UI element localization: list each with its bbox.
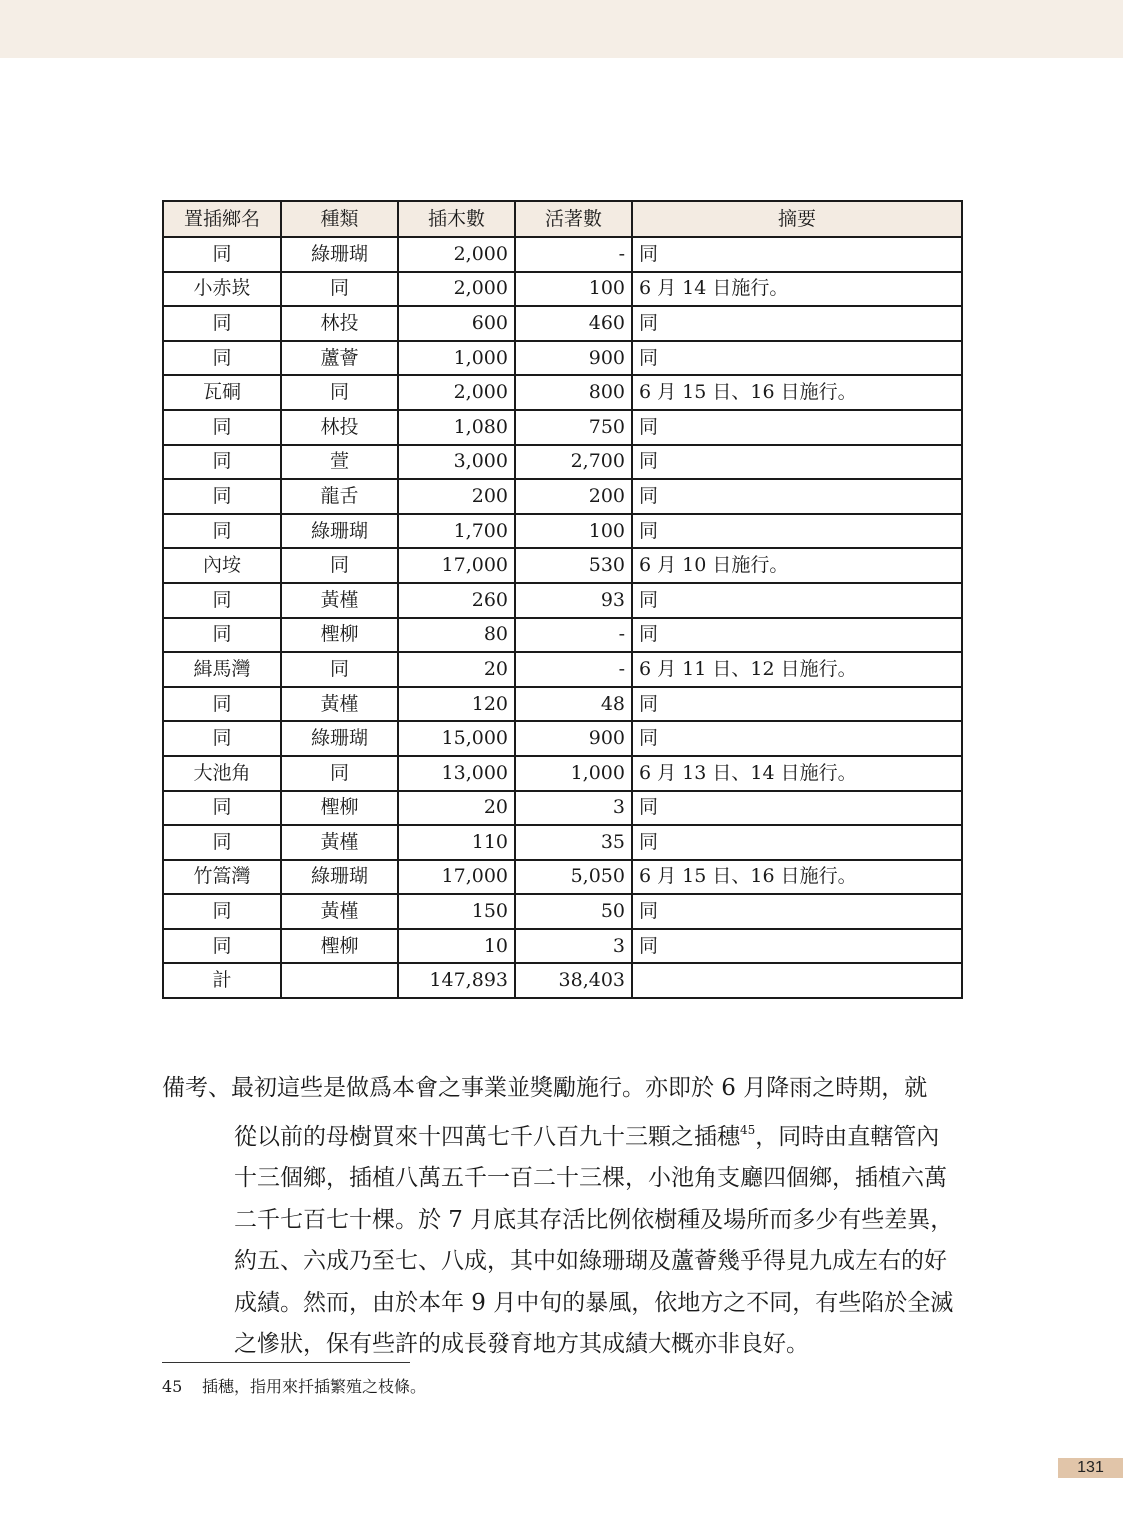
- cell-village: 同: [163, 687, 281, 722]
- cell-species: 林投: [281, 410, 398, 445]
- cell-village: 緝馬灣: [163, 652, 281, 687]
- cell-summary: 同: [632, 929, 962, 964]
- cell-village: 同: [163, 306, 281, 341]
- cell-village: 竹篙灣: [163, 860, 281, 895]
- cell-summary: 同: [632, 479, 962, 514]
- cell-cuttings: 600: [398, 306, 515, 341]
- cell-summary: 同: [632, 410, 962, 445]
- table-row: [163, 618, 962, 653]
- footnote-divider: [162, 1362, 410, 1363]
- cell-summary: 同: [632, 237, 962, 272]
- table-row: [163, 894, 962, 929]
- cell-village: 同: [163, 825, 281, 860]
- remark-line: 備考、最初這些是做爲本會之事業並獎勵施行。亦即於 6 月降雨之時期，就: [162, 1075, 928, 1101]
- cell-village: 同: [163, 721, 281, 756]
- table-row: [163, 963, 962, 998]
- cell-cuttings: 17,000: [398, 860, 515, 895]
- cell-summary: 同: [632, 825, 962, 860]
- cell-summary: 同: [632, 894, 962, 929]
- remark-line: 十三個鄉，插植八萬五千一百二十三棵，小池角支廳四個鄉，插植六萬: [234, 1165, 947, 1191]
- header-species: 種類: [281, 201, 398, 237]
- cell-village: 同: [163, 894, 281, 929]
- cell-village: 同: [163, 410, 281, 445]
- cell-village: 同: [163, 583, 281, 618]
- cell-cuttings: 150: [398, 894, 515, 929]
- remark-paragraph: [162, 1068, 962, 1366]
- cell-survived: 50: [515, 894, 632, 929]
- cell-survived: 3: [515, 791, 632, 826]
- table-row: [163, 479, 962, 514]
- cell-village: 小赤崁: [163, 272, 281, 307]
- cell-cuttings: 2,000: [398, 375, 515, 410]
- table-row: [163, 445, 962, 480]
- table-body: [163, 237, 962, 998]
- cell-survived: 5,050: [515, 860, 632, 895]
- cell-survived: 48: [515, 687, 632, 722]
- cell-species: 檉柳: [281, 929, 398, 964]
- remark-line: [162, 1110, 962, 1159]
- cell-summary: 同: [632, 583, 962, 618]
- cell-species: 黃槿: [281, 894, 398, 929]
- cell-cuttings: 200: [398, 479, 515, 514]
- table-row: [163, 825, 962, 860]
- table-row: [163, 791, 962, 826]
- remark-line: 成績。然而，由於本年 9 月中旬的暴風，依地方之不同，有些陷於全滅: [234, 1289, 954, 1316]
- cell-summary: 6 月 15 日、16 日施行。: [632, 375, 962, 410]
- remark-text: ，同時由直轄管內: [755, 1123, 940, 1150]
- cell-survived: 750: [515, 410, 632, 445]
- planting-table: [162, 200, 963, 999]
- top-header-band: [0, 0, 1123, 58]
- cell-cuttings: 20: [398, 652, 515, 687]
- remark-line: 約五、六成乃至七、八成，其中如綠珊瑚及蘆薈幾乎得見九成左右的好: [234, 1248, 947, 1274]
- cell-species: 同: [281, 375, 398, 410]
- table-row: [163, 756, 962, 791]
- cell-summary: 6 月 13 日、14 日施行。: [632, 756, 962, 791]
- cell-cuttings: 110: [398, 825, 515, 860]
- cell-survived: 38,403: [515, 963, 632, 998]
- cell-species: 綠珊瑚: [281, 721, 398, 756]
- cell-species: [281, 963, 398, 998]
- cell-species: 同: [281, 756, 398, 791]
- cell-species: 檉柳: [281, 791, 398, 826]
- table-row: [163, 375, 962, 410]
- cell-survived: 35: [515, 825, 632, 860]
- cell-survived: 93: [515, 583, 632, 618]
- cell-cuttings: 1,700: [398, 514, 515, 549]
- header-cuttings: 插木數: [398, 201, 515, 237]
- cell-survived: -: [515, 652, 632, 687]
- cell-summary: 同: [632, 341, 962, 376]
- cell-survived: 2,700: [515, 445, 632, 480]
- footnote: [162, 1374, 426, 1397]
- cell-species: 黃槿: [281, 583, 398, 618]
- cell-species: 綠珊瑚: [281, 237, 398, 272]
- cell-village: 瓦硐: [163, 375, 281, 410]
- cell-summary: 6 月 15 日、16 日施行。: [632, 860, 962, 895]
- cell-cuttings: 2,000: [398, 237, 515, 272]
- table-row: [163, 583, 962, 618]
- cell-species: 同: [281, 548, 398, 583]
- cell-village: 同: [163, 341, 281, 376]
- table-row: [163, 272, 962, 307]
- cell-species: 綠珊瑚: [281, 514, 398, 549]
- cell-species: 林投: [281, 306, 398, 341]
- cell-village: 同: [163, 479, 281, 514]
- table-row: [163, 548, 962, 583]
- cell-village: 同: [163, 791, 281, 826]
- cell-cuttings: 20: [398, 791, 515, 826]
- cell-survived: 530: [515, 548, 632, 583]
- cell-summary: 同: [632, 791, 962, 826]
- cell-survived: 100: [515, 272, 632, 307]
- cell-species: 同: [281, 272, 398, 307]
- header-survived: 活著數: [515, 201, 632, 237]
- cell-village: 內垵: [163, 548, 281, 583]
- remark-line: 二千七百七十棵。於 7 月底其存活比例依樹種及場所而多少有些差異，: [234, 1206, 954, 1233]
- cell-cuttings: 147,893: [398, 963, 515, 998]
- remark-text: 從以前的母樹買來十四萬七千八百九十三顆之插穗: [234, 1123, 740, 1150]
- cell-survived: -: [515, 618, 632, 653]
- table-row: [163, 514, 962, 549]
- cell-survived: 100: [515, 514, 632, 549]
- cell-survived: -: [515, 237, 632, 272]
- cell-summary: 6 月 14 日施行。: [632, 272, 962, 307]
- table-row: [163, 652, 962, 687]
- cell-species: 黃槿: [281, 825, 398, 860]
- cell-village: 同: [163, 929, 281, 964]
- table-row: [163, 929, 962, 964]
- table-row: [163, 721, 962, 756]
- cell-survived: 200: [515, 479, 632, 514]
- cell-cuttings: 260: [398, 583, 515, 618]
- cell-cuttings: 13,000: [398, 756, 515, 791]
- cell-village: 同: [163, 514, 281, 549]
- cell-summary: 同: [632, 445, 962, 480]
- header-village: 置插鄉名: [163, 201, 281, 237]
- cell-species: 龍舌: [281, 479, 398, 514]
- table-row: [163, 687, 962, 722]
- cell-summary: 6 月 10 日施行。: [632, 548, 962, 583]
- footnote-text: 插穗，指用來扦插繁殖之枝條。: [202, 1377, 427, 1396]
- table-row: [163, 860, 962, 895]
- cell-species: 同: [281, 652, 398, 687]
- cell-summary: 同: [632, 618, 962, 653]
- cell-village: 同: [163, 445, 281, 480]
- cell-species: 黃槿: [281, 687, 398, 722]
- remark-line: 之慘狀，保有些許的成長發育地方其成績大概亦非良好。: [234, 1331, 809, 1357]
- cell-village: 計: [163, 963, 281, 998]
- cell-species: 萱: [281, 445, 398, 480]
- cell-village: 同: [163, 618, 281, 653]
- page-number: 131: [1058, 1458, 1123, 1478]
- cell-species: 檉柳: [281, 618, 398, 653]
- cell-summary: 同: [632, 306, 962, 341]
- cell-cuttings: 2,000: [398, 272, 515, 307]
- cell-survived: 3: [515, 929, 632, 964]
- cell-cuttings: 15,000: [398, 721, 515, 756]
- cell-cuttings: 80: [398, 618, 515, 653]
- table-row: [163, 306, 962, 341]
- footnote-number: 45: [162, 1377, 183, 1396]
- table-row: [163, 237, 962, 272]
- cell-survived: 800: [515, 375, 632, 410]
- cell-survived: 900: [515, 721, 632, 756]
- table-row: [163, 341, 962, 376]
- cell-cuttings: 1,000: [398, 341, 515, 376]
- cell-cuttings: 10: [398, 929, 515, 964]
- cell-cuttings: 3,000: [398, 445, 515, 480]
- cell-summary: 同: [632, 687, 962, 722]
- cell-cuttings: 1,080: [398, 410, 515, 445]
- table-row: [163, 410, 962, 445]
- cell-survived: 900: [515, 341, 632, 376]
- cell-species: 蘆薈: [281, 341, 398, 376]
- cell-cuttings: 17,000: [398, 548, 515, 583]
- cell-summary: 同: [632, 721, 962, 756]
- cell-village: 同: [163, 237, 281, 272]
- cell-summary: [632, 963, 962, 998]
- footnote-ref: 45: [740, 1122, 756, 1137]
- cell-survived: 460: [515, 306, 632, 341]
- table-header-row: [163, 201, 962, 237]
- cell-village: 大池角: [163, 756, 281, 791]
- header-summary: 摘要: [632, 201, 962, 237]
- cell-summary: 6 月 11 日、12 日施行。: [632, 652, 962, 687]
- cell-species: 綠珊瑚: [281, 860, 398, 895]
- cell-cuttings: 120: [398, 687, 515, 722]
- cell-survived: 1,000: [515, 756, 632, 791]
- cell-summary: 同: [632, 514, 962, 549]
